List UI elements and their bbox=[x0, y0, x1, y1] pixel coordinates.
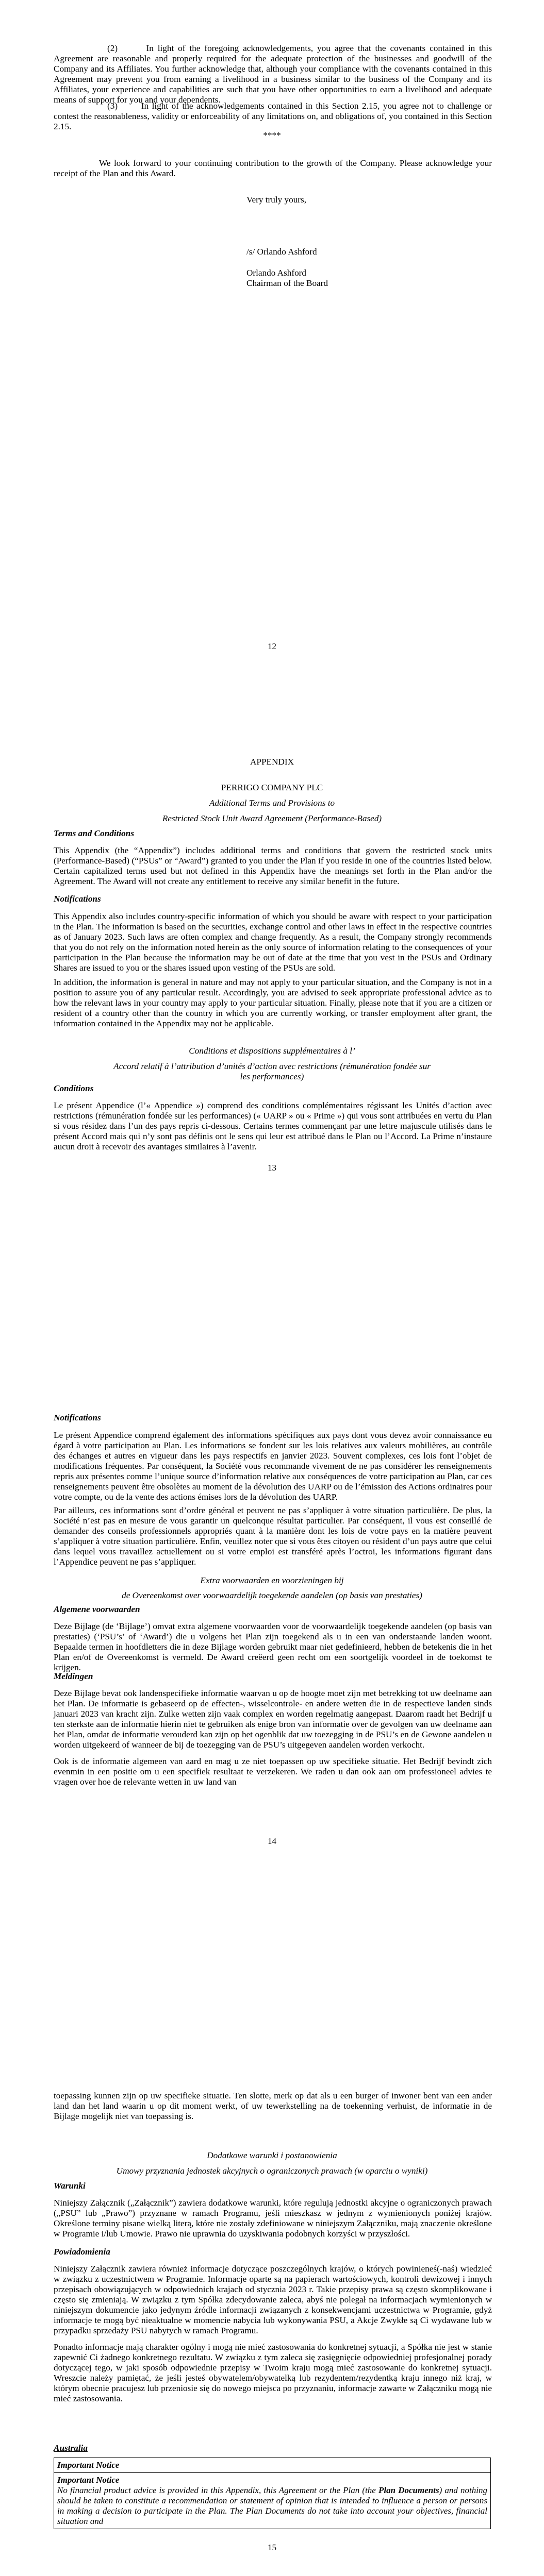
dutch-meldingen-heading: Meldingen bbox=[54, 1671, 93, 1681]
important-notice-title: Important Notice bbox=[57, 2475, 120, 2485]
paragraph-2: (2) In light of the foregoing acknowledgements, you agree that the covenants contained in this Agreement are reasonable and properly required for the adequate protection of the businesses and goodwill of the Company and its Affiliates. You further acknowledge that, although your compliance with the covenants contained in this Agreement may prevent you from earning a livelihood in a business similar to the business of the Company and its Affiliates, your experience and capabilities are such that you have other opportunities to earn a livelihood and adequate means of support for you and your dependents. bbox=[54, 43, 492, 105]
polish-powiadomienia-body-2: Ponadto informacje mają charakter ogólny i mogą nie mieć zastosowania do konkretnej sytuacji, a Spółka nie jest w stanie zapewnić Ci żadnego konkretnego rezultatu. W związku z tym zaleca się zasięgnięcie odpowiedniej profesjonalnej porady dotyczącej tego, w jaki sposób odpowiednie przepisy w Twoim kraju mogą mieć zastosowanie do konkretnej sytuacji. Wreszcie należy pamiętać, że jeśli jesteś obywatelem/obywatelką lub rezydentem/rezydentką kraju innego niż kraj, w którym obecnie pracujesz lub przeniosie się do nowego miejsca po przyznaniu, informacje zawarte w Załączniku mogą nie mieć zastosowania. bbox=[54, 2342, 492, 2403]
page-number: 13 bbox=[268, 1163, 276, 1173]
dutch-meldingen-continued: toepassing kunnen zijn op uw specifieke situatie. Ten slotte, merk op dat als u een burger of inwoner bent van een ander land dan het land waarin u op dit moment werkt, of uw tewerkstelling na de toekenning verhuist, de informatie in de Bijlage mogelijk niet van toepassing is. bbox=[54, 2091, 492, 2121]
important-notice-content bbox=[54, 2473, 491, 2529]
dutch-meldingen-body-2: Ook is de informatie algemeen van aard en mag u ze niet toepassen op uw specifieke situatie. Het Bedrijf bevindt zich evenmin in een positie om u een specifiek resultaat te verzekeren. We raden u dan ook aan om professioneel advies te vragen over hoe de relevante wetten in uw land van bbox=[54, 1756, 492, 1787]
important-notice-body bbox=[57, 2485, 487, 2527]
important-notice-label: Important Notice bbox=[54, 2458, 491, 2473]
french-notifications-body-2: Par ailleurs, ces informations sont d’ordre général et peuvent ne pas s’appliquer à votre situation particulière. De plus, la Société n’est pas en mesure de vous garantir un quelconque résultat particulier. Par conséquent, il vous est conseillé de demander des conseils professionnels appropriés quant à la manière dont les lois de votre pays en la matière peuvent s’appliquer à votre situation particulière. Enfin, veuillez noter que si vous êtes citoyen ou résident d’un pays autre que celui dans lequel vous travaillez actuellement ou si votre emploi est transféré après l’octroi, les informations figurant dans l’Appendice peuvent ne pas s’appliquer. bbox=[54, 1505, 492, 1567]
terms-heading: Terms and Conditions bbox=[54, 828, 135, 838]
terms-body: This Appendix (the “Appendix”) includes additional terms and conditions that govern the restricted stock units (Performance-Based) (“PSUs” or “Award”) granted to you under the Plan if you reside in one of the countries listed below. Certain capitalized terms used but not defined in this Appendix have the meanings set forth in the Plan and/or the Agreement. The Award will not create any entitlement to receive any similar benefit in the future. bbox=[54, 845, 492, 886]
appendix-subtitle-2: Restricted Stock Unit Award Agreement (Performance-Based) bbox=[162, 814, 382, 823]
polish-title-1: Dodatkowe warunki i postanowienia bbox=[207, 2150, 337, 2160]
dutch-algemene-heading: Algemene voorwaarden bbox=[54, 1604, 140, 1614]
polish-warunki-heading: Warunki bbox=[54, 2181, 86, 2191]
signer-name: Orlando Ashford bbox=[246, 268, 306, 278]
section-stars: **** bbox=[263, 130, 281, 140]
company-name: PERRIGO COMPANY PLC bbox=[221, 783, 323, 792]
appendix-heading: APPENDIX bbox=[250, 757, 294, 767]
french-conditions-body: Le présent Appendice (l’« Appendice ») comprend des conditions complémentaires régissant les Unités d’action avec restrictions (rémunération fondée sur les performances) (« UARP » ou « Prime ») qui vous sont attribuées en vertu du Plan si vous résidez dans l’un des pays repris ci-dessous. Certains termes commençant par une lettre majuscule utilisés dans le présent Accord mais qui n’y sont pas définis ont le sens qui leur est attribué dans le Plan ou l’Accord. La Prime n’instaure aucun droit à recevoir des avantages similaires à l’avenir. bbox=[54, 1100, 492, 1151]
very-truly-yours: Very truly yours, bbox=[246, 195, 306, 205]
polish-powiadomienia-body-1: Niniejszy Załącznik zawiera również informacje dotyczące poszczególnych krajów, o których powinieneś(-naś) wiedzieć w związku z uczestnictwem w Programie. Informacje oparte są na papierach wartościowych, kontroli dewizowej i innych przepisach obowiązujących w odpowiednich krajach od stycznia 2023 r. Takie przepisy prawa są często skomplikowane i często się zmieniają. W związku z tym Spółka zdecydowanie zaleca, abyś nie polegał na informacjach wymienionych w niniejszym dokumencie jako jedynym źródle informacji związanych z konsekwencjami uczestnictwa w Programie, gdyż informacje te mogą być nieaktualne w momencie nabycia lub wykonywania PSU, a Akcje Zwykłe są Ci wydawane lub w przypadku sprzedaży PSU nabytych w ramach Programu. bbox=[54, 2264, 492, 2335]
french-title-2: Accord relatif à l’attribution d’unités d’action avec restrictions (rémunération fondée sur les performances) bbox=[113, 1061, 431, 1081]
page-number: 14 bbox=[268, 1836, 276, 1846]
paragraph-3: (3) In light of the acknowledgements contained in this Section 2.15, you agree not to challenge or contest the reasonableness, validity or enforceability of any limitations on, and obligations of, you contained in this Section 2.15. bbox=[54, 101, 492, 131]
page-number: 15 bbox=[268, 2543, 276, 2552]
signer-title: Chairman of the Board bbox=[246, 278, 328, 288]
french-title-1: Conditions et dispositions supplémentaires à l’ bbox=[189, 1046, 355, 1056]
notifications-heading: Notifications bbox=[54, 894, 101, 904]
dutch-meldingen-body-1: Deze Bijlage bevat ook landenspecifieke informatie waarvan u op de hoogte moet zijn met betrekking tot uw deelname aan het Plan. De informatie is gebaseerd op de effecten-, wisselcontrole- en andere wetten die in de respectieve landen sinds januari 2023 van kracht zijn. Zulke wetten zijn vaak complex en worden regelmatig aangepast. Daarom raadt het Bedrijf u ten sterkste aan de informatie hierin niet te gebruiken als enige bron van informatie over de gevolgen van uw deelname aan het Plan, omdat de informatie verouderd kan zijn op het ogenblik dat uw toezegging in de PSU’s en de Gewone aandelen u worden uitgekeerd of wanneer de bij de toezegging van de PSU’s uitgegeven aandelen worden verkocht. bbox=[54, 1688, 492, 1750]
closing-paragraph: We look forward to your continuing contribution to the growth of the Company. Please acknowledge your receipt of the Plan and this Award. bbox=[54, 158, 492, 178]
polish-powiadomienia-heading: Powiadomienia bbox=[54, 2247, 110, 2257]
polish-title-2: Umowy przyznania jednostek akcyjnych o ograniczonych prawach (w oparciu o wyniki) bbox=[116, 2166, 428, 2176]
notice-body-lead: No financial product advice is provided in this Appendix, this Agreement or the Plan (the bbox=[57, 2485, 379, 2495]
important-notice-box bbox=[54, 2458, 491, 2529]
french-notifications-heading: Notifications bbox=[54, 1413, 101, 1422]
notifications-body-2: In addition, the information is general in nature and may not apply to your particular situation, and the Company is not in a position to assure you of any particular result. Accordingly, you are advised to seek appropriate professional advice as to how the relevant laws in your country may apply to your particular situation. Finally, please note that if you are a citizen or resident of a country other than the country in which you are currently working, or transfer employment after grant, the information contained in the Appendix may not be applicable. bbox=[54, 977, 492, 1028]
notice-body-rest: ) and nothing should be taken to constitute a recommendation or statement of opinion that is intended to influence a person or persons in making a decision to participate in the Plan. The Plan Documents do not take into account your objectives, financial situation and bbox=[57, 2485, 488, 2526]
page-number: 12 bbox=[268, 641, 276, 651]
french-conditions-heading: Conditions bbox=[54, 1083, 94, 1093]
appendix-subtitle-1: Additional Terms and Provisions to bbox=[209, 798, 335, 808]
signature: /s/ Orlando Ashford bbox=[246, 247, 317, 257]
dutch-title-2: de Overeenkomst over voorwaardelijk toegekende aandelen (op basis van prestaties) bbox=[122, 1590, 422, 1600]
notifications-body-1: This Appendix also includes country-specific information of which you should be aware with respect to your participation in the Plan. The information is based on the securities, exchange control and other laws in effect in the respective countries as of January 2023. Such laws are often complex and change frequently. As a result, the Company strongly recommends that you do not rely on the information noted herein as the only source of information relating to the consequences of your participation in the Plan because the information may be out of date at the time that you vest in the PSUs and Ordinary Shares are issued to you or the shares issued upon vesting of the PSUs are sold. bbox=[54, 911, 492, 973]
french-notifications-body-1: Le présent Appendice comprend également des informations spécifiques aux pays dont vous devez avoir connaissance eu égard à votre participation au Plan. Les informations se fondent sur les lois relatives aux valeurs mobilières, au contrôle des échanges et autres en vigueur dans les pays respectifs en janvier 2023. Souvent complexes, ces lois font l’objet de modifications fréquentes. Par conséquent, la Société vous recommande vivement de ne pas considérer les renseignements repris aux présentes comme l’unique source d’information relative aux conséquences de votre participation au Plan, car ces renseignements peuvent être obsolètes au moment de la dévolution des UARP ou de l’émission des Actions ordinaires pour votre compte, ou de la vente des actions émises lors de la dévolution des UARP. bbox=[54, 1430, 492, 1502]
polish-warunki-body: Niniejszy Załącznik („Załącznik”) zawiera dodatkowe warunki, które regulują jednostki akcyjne o ograniczonych prawach („PSU” lub „Prawo”) przyznane w ramach Programu, jeśli mieszkasz w jednym z wymienionych poniżej krajów. Określone terminy pisane wielką literą, które nie zostały zdefiniowane w niniejszym Załączniku, mają znaczenie określone w Programie i/lub Umowie. Prawo nie uprawnia do uzyskiwania podobnych korzyści w przyszłości. bbox=[54, 2198, 492, 2239]
page-12 bbox=[0, 0, 544, 703]
plan-documents-term: Plan Documents bbox=[378, 2485, 439, 2495]
dutch-title-1: Extra voorwaarden en voorzieningen bij bbox=[200, 1575, 344, 1585]
australia-heading: Australia bbox=[54, 2443, 88, 2453]
dutch-algemene-body: Deze Bijlage (de ‘Bijlage’) omvat extra algemene voorwaarden voor de voorwaardelijk toegekende aandelen (op basis van prestaties) (‘PSU’s’ of ‘Award’) die u volgens het Plan zijn toegekend als u in een van onderstaande landen woont. Bepaalde termen in hoofdletters die in deze Bijlage worden gebruikt maar niet gedefinieerd, hebben de betekenis die in het Plan en/of de Overeenkomst is vermeld. De Award creëerd geen recht om een soortgelijk voordeel in de toekomst te krijgen. bbox=[54, 1621, 492, 1672]
